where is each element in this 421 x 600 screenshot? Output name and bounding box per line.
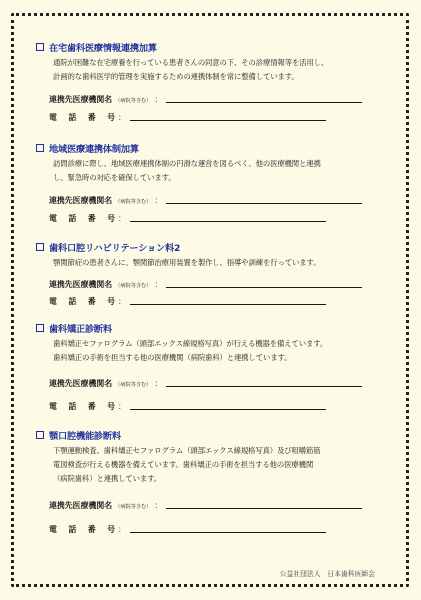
- section-title: [36, 322, 388, 334]
- colon: ：: [118, 113, 126, 122]
- colon: ：: [154, 379, 163, 388]
- phone-label: 電 話 番 号: [49, 402, 115, 411]
- partner-name-row: [49, 377, 388, 389]
- section-title: [36, 429, 388, 441]
- phone-field[interactable]: [130, 120, 326, 121]
- phone-row: [49, 111, 388, 123]
- description-line: 訪問診療に際し、地域医療連携体制の円滑な運営を図るべく、他の医療機関と連携: [53, 159, 321, 168]
- section-description: [53, 337, 388, 365]
- partner-name-field[interactable]: [166, 203, 362, 204]
- colon: ：: [154, 280, 163, 289]
- section-description: [53, 444, 388, 486]
- section-description: [53, 56, 388, 84]
- colon: ：: [154, 95, 163, 104]
- partner-name-row: [49, 93, 388, 105]
- colon: ：: [154, 196, 163, 205]
- description-line: し、緊急時の対応を確保しています。: [53, 173, 176, 182]
- partner-name-field[interactable]: [166, 102, 362, 103]
- phone-label: 電 話 番 号: [49, 214, 115, 223]
- checkbox[interactable]: [36, 43, 44, 51]
- description-line: 通院が困難な在宅療養を行っている患者さんの同意の下、その診療情報等を活用し、: [53, 58, 329, 67]
- section-title-text: 在宅歯科医療情報連携加算: [49, 43, 157, 54]
- phone-label: 電 話 番 号: [49, 525, 115, 534]
- phone-field[interactable]: [130, 304, 326, 305]
- checkbox[interactable]: [36, 324, 44, 332]
- description-line: 電図検査が行える機器を備えています。歯科矯正の手術を担当する他の医療機関: [53, 460, 314, 469]
- colon: ：: [118, 214, 126, 223]
- partner-name-label: 連携先医療機関名 （病院等含む）: [49, 280, 152, 289]
- section-gakukoukuu: [36, 429, 388, 535]
- section-title-text: 地域医療連携体制加算: [49, 144, 139, 155]
- partner-name-label: 連携先医療機関名 （病院等含む）: [49, 196, 152, 205]
- content: [36, 41, 388, 535]
- colon: ：: [118, 297, 126, 306]
- section-rehab: [36, 241, 388, 307]
- description-line: 顎関節症の患者さんに、顎関節治療用装置を製作し、指導や訓練を行っています。: [53, 258, 321, 267]
- phone-row: [49, 523, 388, 535]
- colon: ：: [118, 402, 126, 411]
- partner-name-field[interactable]: [166, 386, 362, 387]
- description-line: 歯科矯正セファログラム（頭部エックス線規格写真）が行える機器を備えています。: [53, 339, 328, 348]
- phone-field[interactable]: [130, 532, 326, 533]
- phone-label: 電 話 番 号: [49, 113, 115, 122]
- phone-row: [49, 212, 388, 224]
- footer-organization: 公益社団法人 日本歯科医師会: [279, 570, 375, 578]
- partner-name-field[interactable]: [166, 508, 362, 509]
- section-title: [36, 142, 388, 154]
- section-title: [36, 241, 388, 253]
- section-chiiki: [36, 142, 388, 224]
- partner-name-row: [49, 194, 388, 206]
- description-line: 下顎運動検査、歯科矯正セファログラム（頭部エックス線規格写真）及び咀嚼筋筋: [53, 446, 321, 455]
- partner-name-row: [49, 499, 388, 511]
- partner-name-label: 連携先医療機関名 （病院等含む）: [49, 95, 152, 104]
- phone-label: 電 話 番 号: [49, 297, 115, 306]
- partner-name-row: [49, 278, 388, 290]
- description-line: 計画的な歯科医学的管理を実施するための連携体制を常に整備しています。: [53, 72, 299, 81]
- section-title: [36, 41, 388, 53]
- checkbox[interactable]: [36, 144, 44, 152]
- phone-row: [49, 400, 388, 412]
- partner-name-label: 連携先医療機関名 （病院等含む）: [49, 379, 152, 388]
- section-zaitaku: [36, 41, 388, 123]
- colon: ：: [118, 525, 126, 534]
- section-description: [53, 157, 388, 185]
- phone-field[interactable]: [130, 221, 326, 222]
- checkbox[interactable]: [36, 243, 44, 251]
- description-line: （病院歯科）と連携しています。: [53, 474, 162, 483]
- phone-row: [49, 295, 388, 307]
- section-title-text: 歯科口腔リハビリテーション料2: [49, 243, 181, 254]
- section-title-text: 顎口腔機能診断料: [49, 431, 121, 442]
- colon: ：: [154, 501, 163, 510]
- checkbox[interactable]: [36, 431, 44, 439]
- section-kyousei: [36, 322, 388, 412]
- partner-name-field[interactable]: [166, 287, 362, 288]
- partner-name-label: 連携先医療機関名 （病院等含む）: [49, 501, 152, 510]
- phone-field[interactable]: [130, 409, 326, 410]
- section-title-text: 歯科矯正診断料: [49, 324, 112, 335]
- section-description: [53, 256, 388, 270]
- description-line: 歯科矯正の手術を担当する他の医療機関（病院歯科）と連携しています。: [53, 353, 292, 362]
